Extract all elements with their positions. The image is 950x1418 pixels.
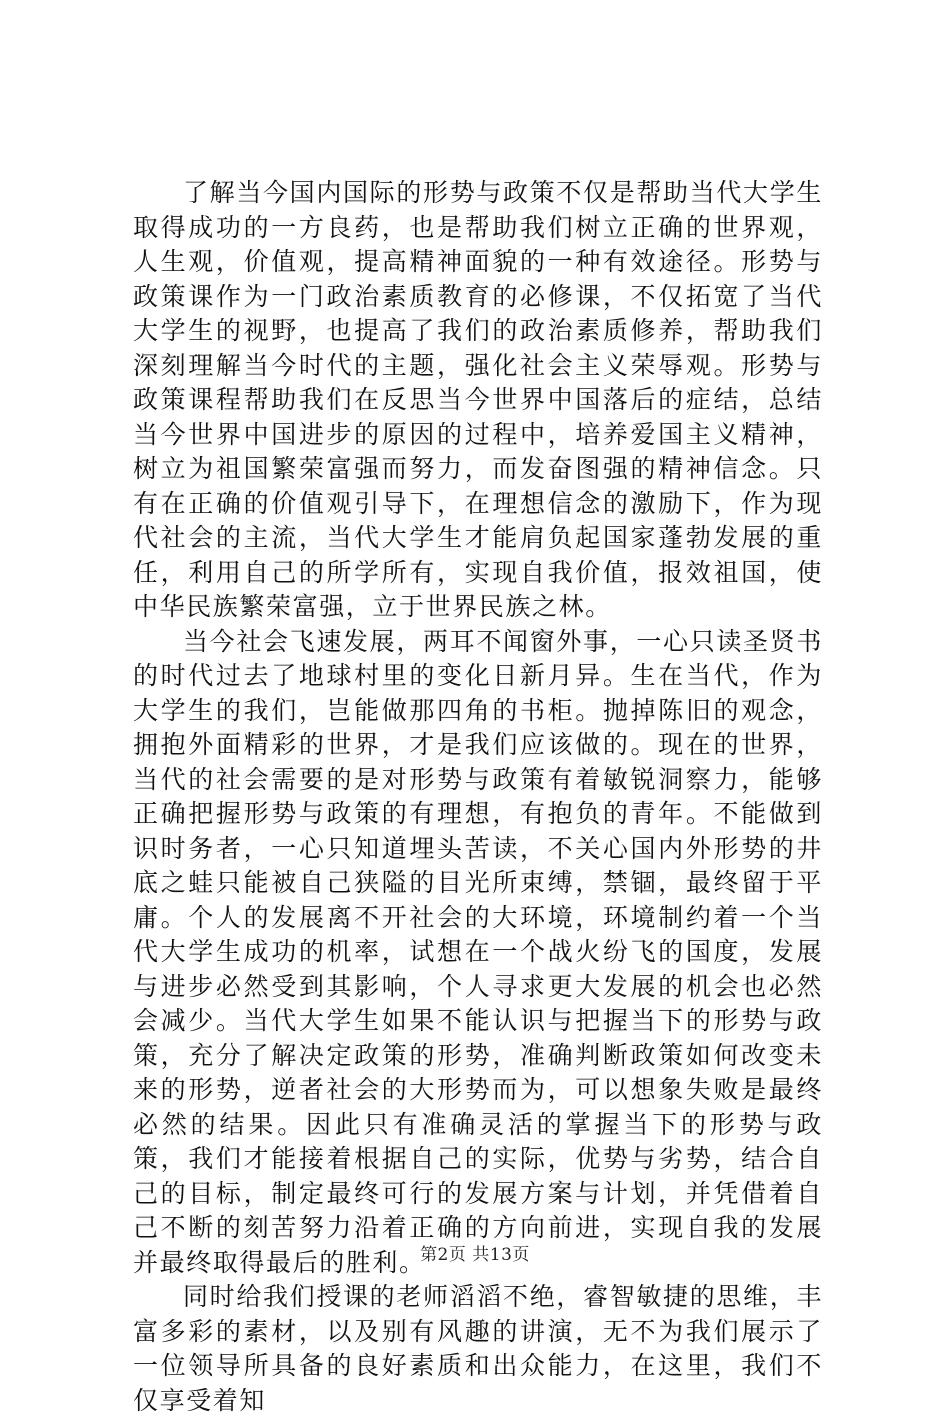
paragraph-3: 同时给我们授课的老师滔滔不绝，睿智敏捷的思维，丰富多彩的素材，以及别有风趣的讲演，无不为我们展示了一位领导所具备的良好素质和出众能力，在这里，我们不仅享受着知 [133, 1282, 823, 1415]
document-body [133, 176, 823, 1418]
paragraph-1: 了解当今国内国际的形势与政策不仅是帮助当代大学生取得成功的一方良药，也是帮助我们树立正确的世界观，人生观，价值观，提高精神面貌的一种有效途径。形势与政策课作为一门政治素质教育的必修课，不仅拓宽了当代大学生的视野，也提高了我们的政治素质修养，帮助我们深刻理解当今时代的主题，强化社会主义荣辱观。形势与政策课程帮助我们在反思当今世界中国落后的症结，总结当今世界中国进步的原因的过程中，培养爱国主义精神，树立为祖国繁荣富强而努力，而发奋图强的精神信念。只有在正确的价值观引导下，在理想信念的激励下，作为现代社会的主流，当代大学生才能肩负起国家蓬勃发展的重任，利用自己的所学所有，实现自我价值，报效祖国，使中华民族繁荣富强，立于世界民族之林。 [133, 178, 823, 621]
paragraph-2: 当今社会飞速发展，两耳不闻窗外事，一心只读圣贤书的时代过去了地球村里的变化日新月异。生在当代，作为大学生的我们，岂能做那四角的书柜。抛掉陈旧的观念，拥抱外面精彩的世界，才是我们应该做的。现在的世界，当代的社会需要的是对形势与政策有着敏锐洞察力，能够正确把握形势与政策的有理想，有抱负的青年。不能做到识时务者，一心只知道埋头苦读，不关心国内外形势的井底之蛙只能被自己狭隘的目光所束缚，禁锢，最终留于平庸。个人的发展离不开社会的大环境，环境制约着一个当代大学生成功的机率，试想在一个战火纷飞的国度，发展与进步必然受到其影响，个人寻求更大发展的机会也必然会减少。当代大学生如果不能认识与把握当下的形势与政策，充分了解决定政策的形势，准确判断政策如何改变未来的形势，逆者社会的大形势而为，可以想象失败是最终必然的结果。因此只有准确灵活的掌握当下的形势与政策，我们才能接着根据自己的实际，优势与劣势，结合自己的目标，制定最终可行的发展方案与计划，并凭借着自己不断的刻苦努力沿着正确的方向前进，实现自我的发展并最终取得最后的胜利。 [133, 626, 823, 1277]
page-number-footer: 第2页 共13页 [420, 1245, 530, 1265]
